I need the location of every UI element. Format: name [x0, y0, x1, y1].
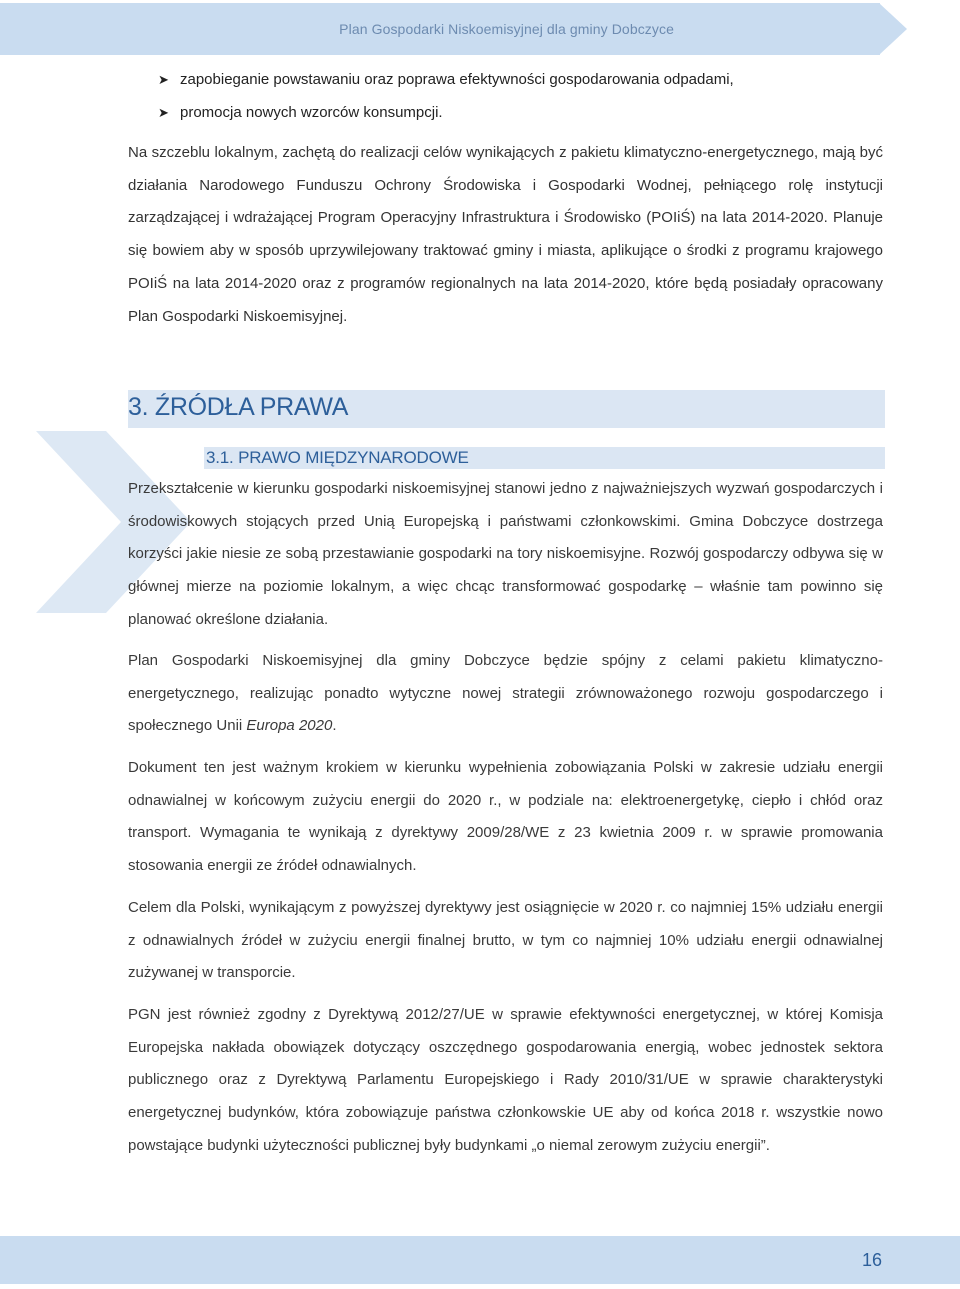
page-number: 16	[861, 1250, 882, 1270]
body-paragraph: PGN jest również zgodny z Dyrektywą 2012/27/UE w sprawie efektywności energetycznej, w której Komisja Europejska nakłada obowiązek dotyczący oszczędnego gospodarowania energią, wobec jednostek sektora publicznego oraz z Dyrektywą Parlamentu Europejskiego i Rady 2010/31/UE w sprawie charakterystyki energetycznej budynków, która zobowiązuje państwa członkowskie UE aby od końca 2018 r. wszystkie nowo powstające budynki użyteczności publicznej były budynkami „o niemal zerowym zużyciu energii”.	[128, 1006, 883, 1154]
europa-italic: Europa 2020	[246, 717, 333, 735]
body-paragraph: Dokument ten jest ważnym krokiem w kierunku wypełnienia zobowiązania Polski w zakresie udziału energii odnawialnej w końcowym zużyciu energii do 2020 r., w podziale na: elektroenergetykę, ciepło i chłód oraz transport. Wymagania te wynikają z dyrektywy 2009/28/WE z 23 kwietnia 2009 r. w sprawie promowania stosowania energii ze źródeł odnawialnych.	[128, 759, 883, 875]
bullet-text: promocja nowych wzorców konsumpcji.	[180, 104, 443, 121]
body-paragraph: Przekształcenie w kierunku gospodarki niskoemisyjnej stanowi jedno z najważniejszych wyzwań gospodarczych i środowiskowych stojących przed Unią Europejską i państwami członkowskimi. Gmina Dobczyce dostrzega korzyści jakie niesie ze sobą przestawianie gospodarki na tory niskoemisyjne. Rozwój gospodarczy odbywa się w głównej mierze na poziomie lokalnym, a więc chcąc transformować gospodarkę – właśnie tam powinno się planować określone działania.	[128, 480, 883, 628]
arrow-bullet-icon: ➤	[158, 105, 169, 120]
europa-text-before: Plan Gospodarki Niskoemisyjnej dla gminy Dobczyce będzie spójny z celami pakietu klimatyczno-energetycznego, realizując ponadto wytyczne nowej strategii zrównoważonego rozwoju gospodarczego i społecznego Unii	[128, 652, 883, 735]
europa-paragraph	[128, 645, 883, 743]
subsection-heading: 3.1. PRAWO MIĘDZYNARODOWE	[206, 448, 469, 467]
bullet-item	[128, 70, 734, 90]
bullet-item	[128, 103, 443, 123]
europa-text-after: .	[332, 717, 337, 735]
body-paragraph: Celem dla Polski, wynikającym z powyższej dyrektywy jest osiągnięcie w 2020 r. co najmniej 15% udziału energii z odnawialnych źródeł w zużyciu energii finalnej brutto, w tym co najmniej 10% udziału energii odnawialnej zużywanej w transporcie.	[128, 899, 883, 982]
bullet-text: zapobieganie powstawaniu oraz poprawa efektywności gospodarowania odpadami,	[180, 71, 734, 88]
header-arrow-decoration	[879, 3, 907, 55]
footer-band	[0, 1236, 960, 1284]
header-title: Plan Gospodarki Niskoemisyjnej dla gminy Dobczyce	[339, 21, 674, 37]
arrow-bullet-icon: ➤	[158, 72, 169, 87]
section-heading: 3. ŹRÓDŁA PRAWA	[128, 393, 349, 421]
intro-paragraph: Na szczeblu lokalnym, zachętą do realizacji celów wynikających z pakietu klimatyczno-energetycznego, mają być działania Narodowego Funduszu Ochrony Środowiska i Gospodarki Wodnej, pełniącego rolę instytucji zarządzającej i wdrażającej Program Operacyjny Infrastruktura i Środowisko (POIiŚ) na lata 2014-2020. Planuje się bowiem aby w sposób uprzywilejowany traktować gminy i miasta, aplikujące o środki z programu krajowego POIiŚ na lata 2014-2020 oraz z programów regionalnych na lata 2014-2020, które będą posiadały opracowany Plan Gospodarki Niskoemisyjnej.	[128, 144, 883, 325]
